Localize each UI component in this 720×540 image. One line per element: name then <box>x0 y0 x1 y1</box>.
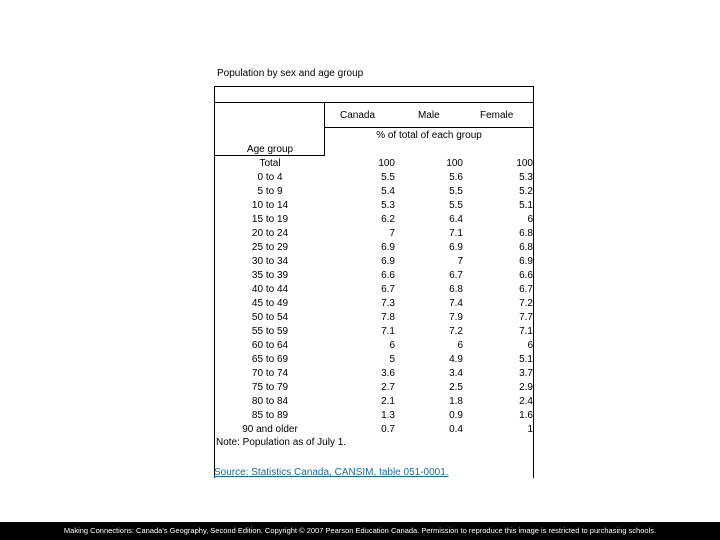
age-cell: Total <box>259 158 281 169</box>
male-cell: 6.9 <box>449 242 463 253</box>
female-cell: 7.7 <box>519 312 533 323</box>
table-row <box>215 255 535 269</box>
age-group-header: Age group <box>246 144 294 155</box>
canada-cell: 6.9 <box>381 256 395 267</box>
male-cell: 7.4 <box>449 298 463 309</box>
female-cell: 6 <box>527 340 533 351</box>
age-cell: 20 to 24 <box>251 228 289 239</box>
canada-cell: 5.3 <box>381 200 395 211</box>
frame-divider-header <box>324 127 534 128</box>
female-cell: 1 <box>527 424 533 435</box>
canada-cell: 6.9 <box>381 242 395 253</box>
canada-cell: 5 <box>389 354 395 365</box>
table-title: Population by sex and age group <box>217 68 364 79</box>
column-header-canada: Canada <box>340 110 376 121</box>
copyright-footer: Making Connections: Canada's Geography, Second Edition. Copyright © 2007 Pearson Education Canada. Permission to reproduce this image is restricted to purchasing schools. <box>0 522 720 540</box>
canada-cell: 2.1 <box>381 396 395 407</box>
table-row <box>215 199 535 213</box>
age-cell: 30 to 34 <box>251 256 289 267</box>
table-row <box>215 185 535 199</box>
age-cell: 50 to 54 <box>251 312 289 323</box>
table-row <box>215 311 535 325</box>
age-cell: 85 to 89 <box>251 410 289 421</box>
age-cell: 25 to 29 <box>251 242 289 253</box>
age-cell: 75 to 79 <box>251 382 289 393</box>
female-cell: 5.1 <box>519 200 533 211</box>
canada-cell: 2.7 <box>381 382 395 393</box>
age-cell: 90 and older <box>242 424 298 435</box>
female-cell: 6.8 <box>519 228 533 239</box>
frame-divider-top <box>214 102 534 103</box>
table-row <box>215 227 535 241</box>
male-cell: 6.4 <box>449 214 463 225</box>
male-cell: 3.4 <box>449 368 463 379</box>
table-row <box>215 283 535 297</box>
female-cell: 6.8 <box>519 242 533 253</box>
male-cell: 0.4 <box>449 424 463 435</box>
age-cell: 10 to 14 <box>251 200 289 211</box>
age-cell: 0 to 4 <box>257 172 283 183</box>
female-cell: 6.7 <box>519 284 533 295</box>
frame-divider-subheader <box>214 155 324 156</box>
source-link[interactable]: Source: Statistics Canada, CANSIM, table 051-0001. <box>214 467 449 478</box>
female-cell: 100 <box>516 158 533 169</box>
canada-cell: 1.3 <box>381 410 395 421</box>
male-cell: 7.1 <box>449 228 463 239</box>
table-row <box>215 353 535 367</box>
female-cell: 1.6 <box>519 410 533 421</box>
table-row <box>215 213 535 227</box>
age-cell: 15 to 19 <box>251 214 289 225</box>
table-row <box>215 325 535 339</box>
female-cell: 2.4 <box>519 396 533 407</box>
female-cell: 7.1 <box>519 326 533 337</box>
canada-cell: 6.7 <box>381 284 395 295</box>
female-cell: 7.2 <box>519 298 533 309</box>
age-cell: 70 to 74 <box>251 368 289 379</box>
male-cell: 0.9 <box>449 410 463 421</box>
table-row <box>215 367 535 381</box>
canada-cell: 100 <box>378 158 395 169</box>
female-cell: 5.2 <box>519 186 533 197</box>
age-cell: 55 to 59 <box>251 326 289 337</box>
canada-cell: 7 <box>389 228 395 239</box>
age-cell: 35 to 39 <box>251 270 289 281</box>
male-cell: 6 <box>457 340 463 351</box>
female-cell: 3.7 <box>519 368 533 379</box>
age-cell: 5 to 9 <box>257 186 283 197</box>
canada-cell: 6.2 <box>381 214 395 225</box>
table-row <box>215 171 535 185</box>
age-cell: 45 to 49 <box>251 298 289 309</box>
canada-cell: 3.6 <box>381 368 395 379</box>
canada-cell: 7.8 <box>381 312 395 323</box>
table-row <box>215 395 535 409</box>
column-header-male: Male <box>418 110 440 121</box>
male-cell: 4.9 <box>449 354 463 365</box>
age-cell: 60 to 64 <box>251 340 289 351</box>
female-cell: 5.1 <box>519 354 533 365</box>
male-cell: 5.5 <box>449 200 463 211</box>
male-cell: 2.5 <box>449 382 463 393</box>
female-cell: 6.9 <box>519 256 533 267</box>
column-header-female: Female <box>480 110 514 121</box>
male-cell: 5.5 <box>449 186 463 197</box>
male-cell: 7.9 <box>449 312 463 323</box>
table-row <box>215 339 535 353</box>
table-row <box>215 381 535 395</box>
canada-cell: 6 <box>389 340 395 351</box>
female-cell: 6.6 <box>519 270 533 281</box>
male-cell: 6.8 <box>449 284 463 295</box>
male-cell: 100 <box>446 158 463 169</box>
age-cell: 80 to 84 <box>251 396 289 407</box>
age-cell: 40 to 44 <box>251 284 289 295</box>
male-cell: 1.8 <box>449 396 463 407</box>
canada-cell: 7.3 <box>381 298 395 309</box>
age-cell: 65 to 69 <box>251 354 289 365</box>
female-cell: 5.3 <box>519 172 533 183</box>
canada-cell: 5.5 <box>381 172 395 183</box>
table-row <box>215 269 535 283</box>
percent-subheader: % of total of each group <box>376 130 482 141</box>
male-cell: 7.2 <box>449 326 463 337</box>
canada-cell: 7.1 <box>381 326 395 337</box>
table-row <box>215 241 535 255</box>
male-cell: 5.6 <box>449 172 463 183</box>
male-cell: 7 <box>457 256 463 267</box>
canada-cell: 5.4 <box>381 186 395 197</box>
table-note: Note: Population as of July 1. <box>216 437 347 448</box>
male-cell: 6.7 <box>449 270 463 281</box>
canada-cell: 6.6 <box>381 270 395 281</box>
table-row <box>215 157 535 171</box>
table-row <box>215 297 535 311</box>
table-row <box>215 409 535 423</box>
canada-cell: 0.7 <box>381 424 395 435</box>
table-row <box>215 423 535 437</box>
female-cell: 6 <box>527 214 533 225</box>
female-cell: 2.9 <box>519 382 533 393</box>
